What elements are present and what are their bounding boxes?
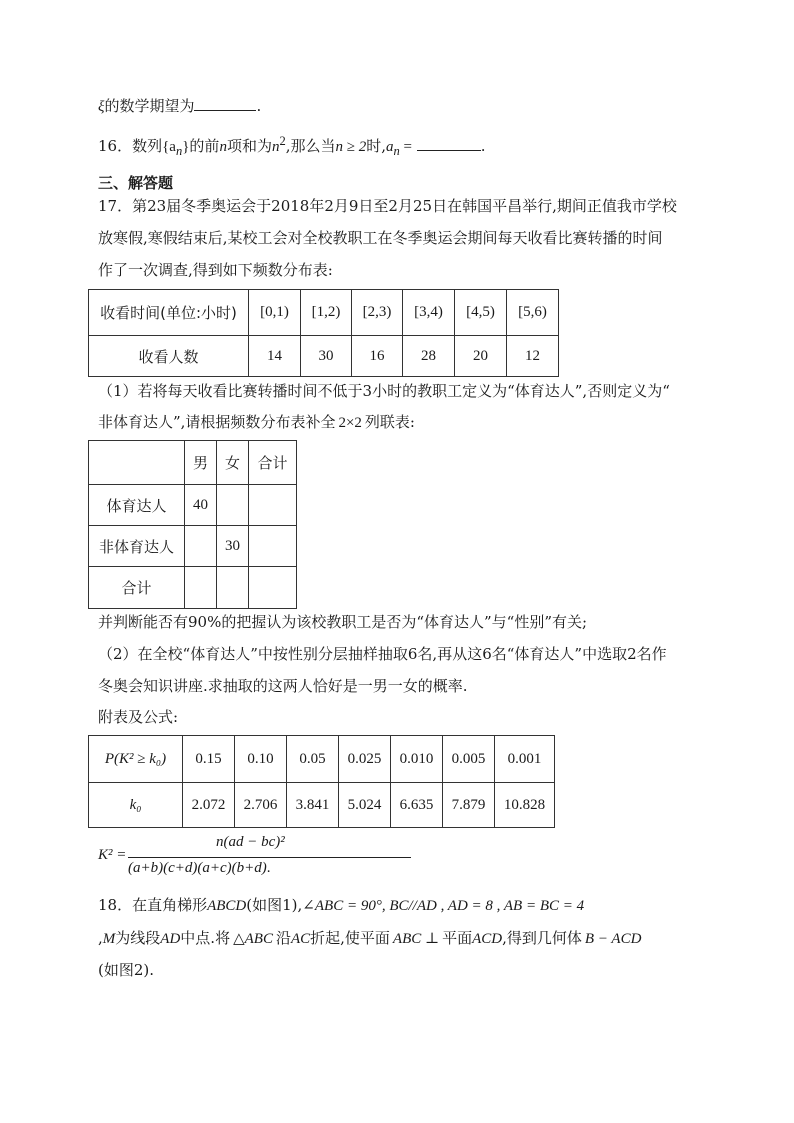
interval-5-6: [5,6) (507, 290, 559, 336)
contingency-table (88, 440, 297, 609)
q16-end: . (480, 137, 486, 155)
sequence-notation: $\{a_n\}$ (162, 139, 190, 158)
cell (185, 526, 217, 567)
cell (185, 567, 217, 609)
q18-conditions: ∠ABC = 90°, BC//AD , AD = 8 , AB = BC = 4 (302, 898, 585, 914)
interval-4-5: [4,5) (455, 290, 507, 336)
q16-line (98, 131, 486, 161)
cell (217, 567, 249, 609)
cell: 30 (217, 526, 249, 567)
k0-row-label: k₀ (89, 783, 183, 828)
freq-row-label: 收看人数 (89, 336, 249, 377)
k0-value: 10.828 (495, 783, 555, 828)
cell (249, 567, 297, 609)
freq-value: 30 (301, 336, 352, 377)
cell (249, 526, 297, 567)
interval-3-4: [3,4) (403, 290, 455, 336)
freq-value: 12 (507, 336, 559, 377)
chi-square-formula (98, 834, 338, 880)
q15-line (98, 96, 261, 117)
interval-0-1: [0,1) (249, 290, 301, 336)
n-squared: $n^2$ (271, 134, 286, 155)
prob-value: 0.15 (183, 736, 235, 783)
freq-value: 14 (249, 336, 301, 377)
cell: 40 (185, 485, 217, 526)
q16-t4: ,那么当 (285, 137, 336, 155)
q15-text: 的数学期望为 (104, 97, 195, 115)
two-by-two: 2×2 (338, 415, 362, 431)
prob-value: 0.010 (391, 736, 443, 783)
freq-value: 20 (455, 336, 507, 377)
q17-part1-line2: 非体育达人”,请根据频数分布表补全 2×2 列联表: (98, 413, 415, 431)
q16-t1: 数列 (132, 137, 163, 155)
k0-value: 6.635 (391, 783, 443, 828)
section-heading: 三、解答题 (98, 174, 174, 192)
answer-blank-15[interactable] (194, 96, 256, 111)
q16-t2: 的前 (189, 137, 220, 155)
q17-part1-line1: （1）若将每天收看比赛转播时间不低于3小时的教职工定义为“体育达人”,否则定义为“ (98, 382, 670, 400)
answer-blank-16[interactable] (417, 136, 481, 151)
q17-part2-line2: 冬奥会知识讲座.求抽取的这两人恰好是一男一女的概率. (98, 677, 468, 695)
interval-2-3: [2,3) (352, 290, 403, 336)
prob-value: 0.025 (339, 736, 391, 783)
q15-end: . (256, 97, 262, 115)
frequency-table (88, 289, 559, 377)
cell (217, 485, 249, 526)
fraction-bar (128, 857, 411, 858)
interval-1-2: [1,2) (301, 290, 352, 336)
prob-value: 0.10 (235, 736, 287, 783)
header-male: 男 (185, 441, 217, 485)
q18-line1: 18．在直角梯形ABCD(如图1),∠ABC = 90°, BC//AD , AD = 8 , AB = BC = 4 (98, 896, 585, 914)
prob-value: 0.005 (443, 736, 495, 783)
q18-line2: ,M为线段AD中点.将 △ABC 沿AC折起,使平面 ABC ⊥ 平面ACD,得到几何体 B − ACD (98, 929, 642, 947)
row-label-sports: 体育达人 (89, 485, 185, 526)
k0-value: 7.879 (443, 783, 495, 828)
formula-lhs: K² = (98, 847, 127, 863)
xi-symbol: ξ (98, 99, 105, 115)
contingency-corner (89, 441, 185, 485)
critical-value-table (88, 735, 555, 828)
cell (249, 485, 297, 526)
q17-line3: 作了一次调查,得到如下频数分布表: (98, 261, 333, 279)
prob-value: 0.05 (287, 736, 339, 783)
formula-denominator: (a+b)(c+d)(a+c)(b+d). (128, 860, 271, 876)
n-variable: n (219, 139, 227, 155)
prob-value: 0.001 (495, 736, 555, 783)
header-total: 合计 (249, 441, 297, 485)
a-n: $a_n$ = (386, 139, 412, 158)
freq-value: 28 (403, 336, 455, 377)
header-female: 女 (217, 441, 249, 485)
freq-value: 16 (352, 336, 403, 377)
q16-t3: 项和为 (226, 137, 272, 155)
q17-line1: 17．第23届冬季奥运会于2018年2月9日至2月25日在韩国平昌举行,期间正值我市学校 (98, 197, 677, 215)
q17-line2: 放寒假,寒假结束后,某校工会对全校教职工在冬季奥运会期间每天收看比赛转播的时间 (98, 229, 663, 247)
k0-value: 3.841 (287, 783, 339, 828)
q16-t5: 时, (366, 137, 386, 155)
q17-part2-line1: （2）在全校“体育达人”中按性别分层抽样抽取6名,再从这6名“体育达人”中选取2名作 (98, 645, 667, 663)
row-label-total: 合计 (89, 567, 185, 609)
q17-judge: 并判断能否有90%的把握认为该校教职工是否为“体育达人”与“性别”有关; (98, 613, 588, 631)
q16-number: 16． (98, 137, 133, 155)
condition: n ≥ 2 (335, 139, 367, 155)
k0-value: 2.072 (183, 783, 235, 828)
prob-row-label: P(K² ≥ k₀) (89, 736, 183, 783)
k0-value: 5.024 (339, 783, 391, 828)
freq-header-label: 收看时间(单位:小时) (89, 290, 249, 336)
q18-line3: (如图2). (98, 961, 155, 979)
appendix-label: 附表及公式: (98, 708, 179, 726)
formula-numerator: n(ad − bc)² (216, 834, 285, 850)
row-label-non-sports: 非体育达人 (89, 526, 185, 567)
k0-value: 2.706 (235, 783, 287, 828)
